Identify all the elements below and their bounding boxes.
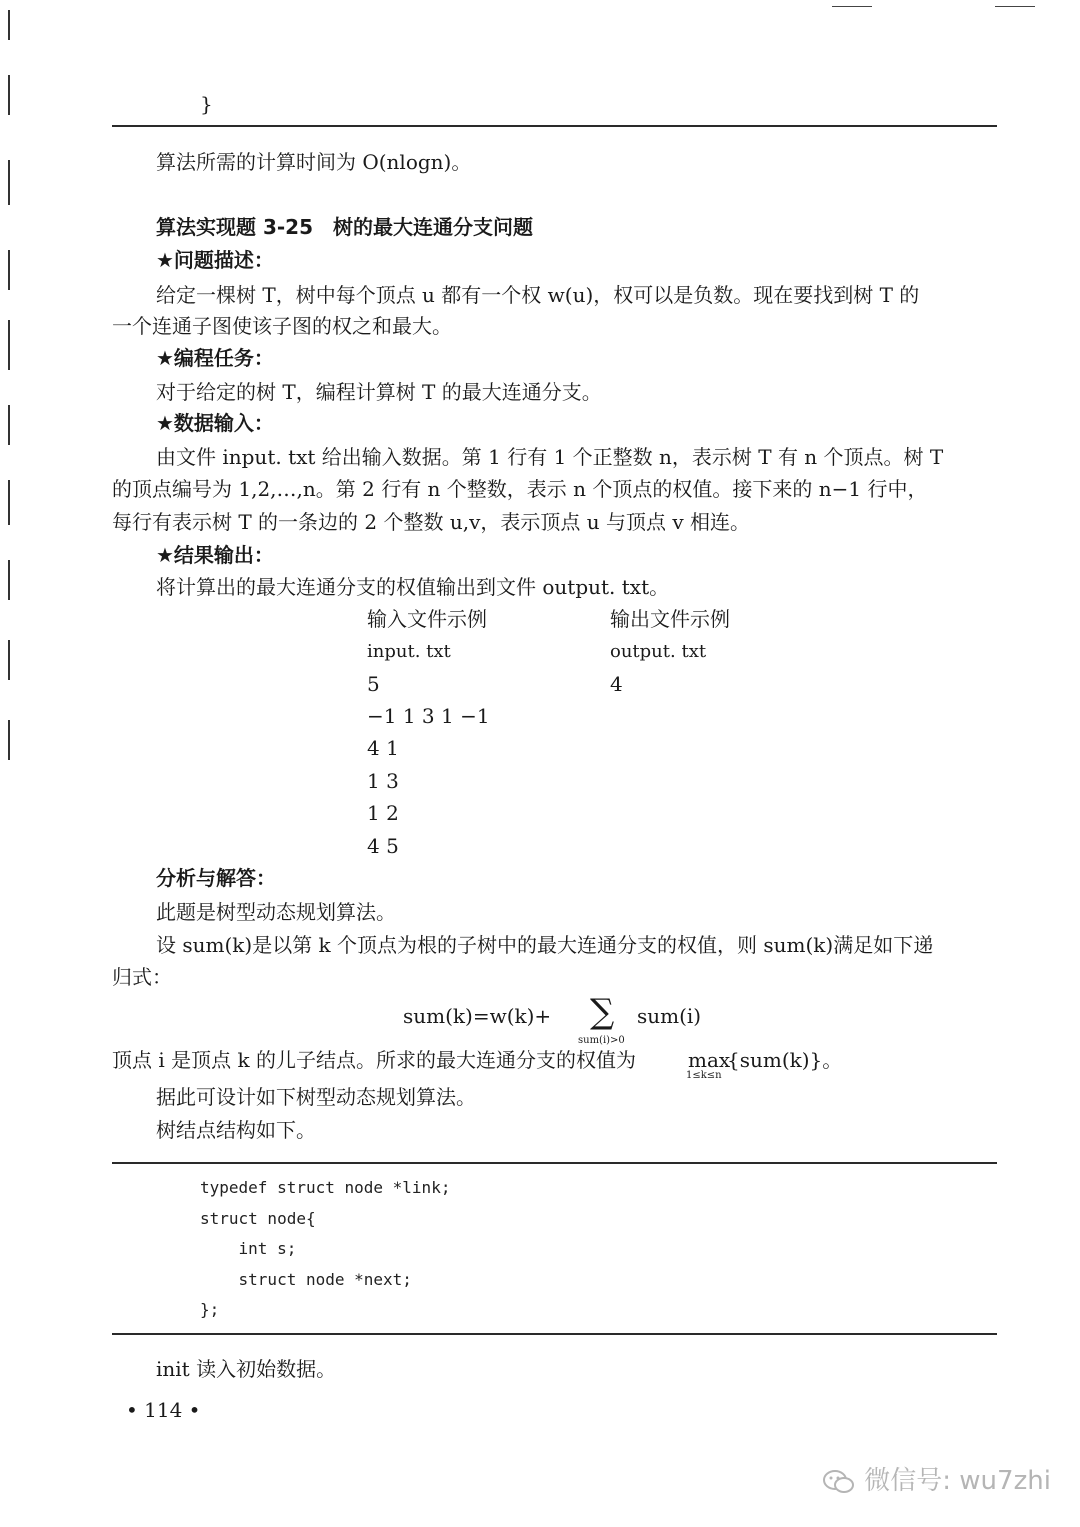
input-heading: ★数据输入： xyxy=(156,411,274,435)
formula-left: sum(k)=w(k)+ xyxy=(403,1004,552,1028)
example-input-header: 输入文件示例 xyxy=(367,607,487,631)
scan-mark xyxy=(8,160,10,205)
code-line: }; xyxy=(200,1300,220,1319)
page-number: • 114 • xyxy=(126,1398,201,1422)
output-line: 将计算出的最大连通分支的权值输出到文件 output. txt。 xyxy=(156,575,670,599)
analysis-line: 顶点 i 是顶点 k 的儿子结点。所求的最大连通分支的权值为 xyxy=(112,1048,636,1072)
code-block-top-rule xyxy=(112,1162,997,1164)
problem-line: 给定一棵树 T，树中每个顶点 u 都有一个权 w(u)，权可以是负数。现在要找到树 T 的 xyxy=(156,283,920,307)
scan-mark xyxy=(8,320,10,370)
scan-mark xyxy=(8,75,10,115)
example-input-line: 4 1 xyxy=(367,736,399,760)
scan-mark xyxy=(8,10,10,40)
watermark xyxy=(822,1460,1051,1497)
task-heading: ★编程任务： xyxy=(156,346,274,370)
task-line: 对于给定的树 T，编程计算树 T 的最大连通分支。 xyxy=(156,380,602,404)
problem-line: 一个连通子图使该子图的权之和最大。 xyxy=(112,314,452,338)
code-closing-brace: } xyxy=(200,92,213,116)
complexity-text: 算法所需的计算时间为 O(nlogn)。 xyxy=(156,150,472,174)
example-output-file: output. txt xyxy=(610,641,707,662)
code-line: int s; xyxy=(200,1239,297,1258)
scan-mark xyxy=(8,640,10,680)
input-line: 的顶点编号为 1,2,…,n。第 2 行有 n 个整数，表示 n 个顶点的权值。接下来的 n−1 行中， xyxy=(112,477,928,501)
example-input-line: −1 1 3 1 −1 xyxy=(367,704,490,728)
analysis-line: 设 sum(k)是以第 k 个顶点为根的子树中的最大连通分支的权值，则 sum(k)满足如下递 xyxy=(156,933,934,957)
code-line: struct node{ xyxy=(200,1209,316,1228)
example-output-line: 4 xyxy=(610,672,623,696)
example-input-line: 1 2 xyxy=(367,801,399,825)
input-line: 每行有表示树 T 的一条边的 2 个整数 u,v，表示顶点 u 与顶点 v 相连。 xyxy=(112,510,750,534)
analysis-line: 树结点结构如下。 xyxy=(156,1118,316,1142)
analysis-line: 据此可设计如下树型动态规划算法。 xyxy=(156,1085,476,1109)
example-input-line: 1 3 xyxy=(367,769,399,793)
after-code-text: init 读入初始数据。 xyxy=(156,1357,337,1381)
max-subscript: 1≤k≤n xyxy=(686,1070,722,1081)
code-line: struct node *next; xyxy=(200,1270,412,1289)
scan-mark xyxy=(8,405,10,445)
code-line: typedef struct node *link; xyxy=(200,1178,451,1197)
analysis-heading: 分析与解答： xyxy=(156,866,276,890)
watermark-text: 微信号: wu7zhi xyxy=(864,1466,1051,1496)
example-input-line: 5 xyxy=(367,672,380,696)
code-block-bottom-rule xyxy=(112,1333,997,1335)
scan-mark xyxy=(8,480,10,525)
max-operator: max xyxy=(688,1048,731,1072)
sigma-subscript: sum(i)>0 xyxy=(578,1035,625,1046)
formula-right: sum(i) xyxy=(637,1004,702,1028)
code-block-bottom-rule xyxy=(112,125,997,127)
input-line: 由文件 input. txt 给出输入数据。第 1 行有 1 个正整数 n，表示树 T 有 n 个顶点。树 T xyxy=(156,445,944,469)
sigma-symbol: ∑ xyxy=(590,992,615,1032)
example-input-file: input. txt xyxy=(367,641,451,662)
scan-dash xyxy=(995,6,1035,7)
scan-dash xyxy=(832,6,872,7)
max-argument: {sum(k)}。 xyxy=(727,1048,843,1072)
example-output-header: 输出文件示例 xyxy=(610,607,730,631)
scan-mark xyxy=(8,250,10,290)
wechat-icon xyxy=(822,1469,856,1495)
analysis-line: 归式： xyxy=(112,965,172,989)
analysis-line: 此题是树型动态规划算法。 xyxy=(156,900,396,924)
scan-mark xyxy=(8,720,10,760)
example-input-line: 4 5 xyxy=(367,834,399,858)
problem-heading: ★问题描述： xyxy=(156,248,274,272)
section-title: 算法实现题 3-25 树的最大连通分支问题 xyxy=(156,215,534,239)
output-heading: ★结果输出： xyxy=(156,543,274,567)
scan-mark xyxy=(8,560,10,600)
